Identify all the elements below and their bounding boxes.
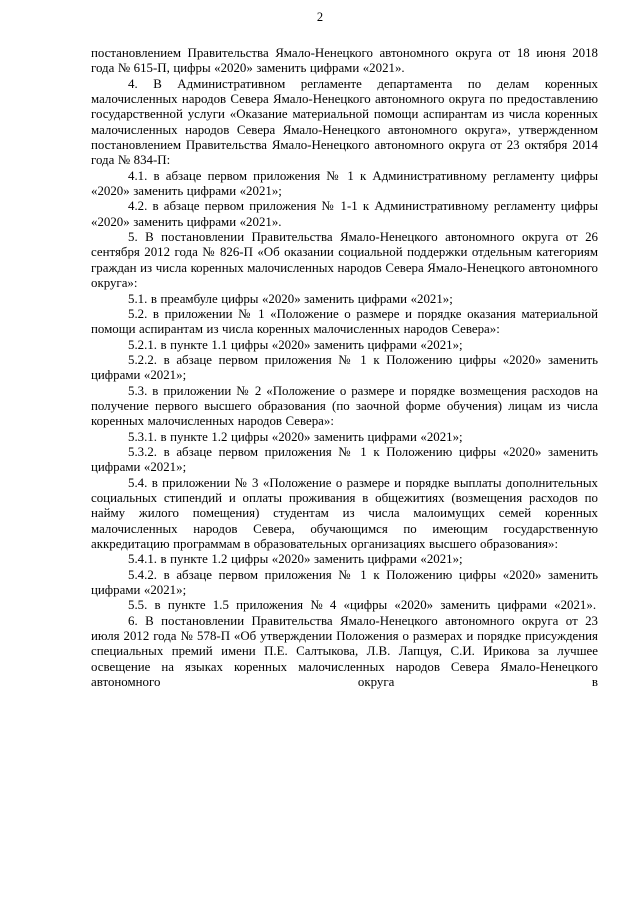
paragraph-item-5-4-1: 5.4.1. в пункте 1.2 цифры «2020» заменить цифрами «2021»; xyxy=(128,552,463,567)
paragraph-item-5-3-2: 5.3.2. в абзаце первом приложения № 1 к Положению цифры «2020» заменить цифрами «2021»; xyxy=(91,444,598,475)
paragraph-item-5-5: 5.5. в пункте 1.5 приложения № 4 «цифры «2020» заменить цифрами «2021». xyxy=(128,598,597,613)
paragraph-item-5-2: 5.2. в приложении № 1 «Положение о размере и порядке оказания материальной помощи аспирантам из числа коренных малочисленных народов Севера»: xyxy=(91,306,598,337)
paragraph-item-5-4: 5.4. в приложении № 3 «Положение о размере и порядке выплаты дополнительных социальных стипендий и оплаты проживания в общежитиях (возмещения расходов по найму жилого помещения) студентам из числа малоимущих семей коренных малочисленных народов Севера, обучающимся по имеющим государственную аккредитацию программам в образовательных организациях высшего образования»: xyxy=(91,475,598,551)
paragraph-item-4-2: 4.2. в абзаце первом приложения № 1-1 к Административному регламенту цифры «2020» заменить цифрами «2021». xyxy=(91,199,598,229)
page-number: 2 xyxy=(316,10,324,24)
paragraph-item-5-3-1: 5.3.1. в пункте 1.2 цифры «2020» заменить цифрами «2021»; xyxy=(128,429,463,444)
paragraph-item-6: 6. В постановлении Правительства Ямало-Ненецкого автономного округа от 23 июля 2012 года № 578-П «Об утверждении Положения о размерах и порядке присуждения специальных премий имени П.Е. Салтыкова, Л.В. Лапцуя, С.И. Ирикова за лучшее освещение на языках коренных малочисленных народов Севера Ямало-Ненецкого автономного округа в xyxy=(91,613,598,690)
document-body xyxy=(91,46,598,690)
paragraph-item-5-4-2: 5.4.2. в абзаце первом приложения № 1 к Положению цифры «2020» заменить цифрами «2021»; xyxy=(91,567,598,598)
paragraph-1: постановлением Правительства Ямало-Ненецкого автономного округа от 18 июня 2018 года № 615-П, цифры «2020» заменить цифрами «2021». xyxy=(91,46,598,76)
paragraph-item-5: 5. В постановлении Правительства Ямало-Ненецкого автономного округа от 26 сентября 2012 года № 826-П «Об оказании социальной поддержки отдельным категориям граждан из числа коренных малочисленных народов Севера Ямало-Ненецкого автономного округа»: xyxy=(91,230,598,291)
paragraph-item-4: 4. В Административном регламенте департамента по делам коренных малочисленных народов Севера Ямало-Ненецкого автономного округа по предоставлению государственной услуги «Оказание материальной помощи аспирантам из числа коренных малочисленных народов Севера Ямало-Ненецкого автономного округа», утвержденном постановлением Правительства Ямало-Ненецкого автономного округа от 23 октября 2014 года № 834-П: xyxy=(91,76,598,168)
paragraph-item-5-3: 5.3. в приложении № 2 «Положение о размере и порядке возмещения расходов на получение первого высшего образования (по заочной форме обучения) лицам из числа коренных малочисленных народов Севера»: xyxy=(91,383,598,429)
paragraph-item-4-1: 4.1. в абзаце первом приложения № 1 к Административному регламенту цифры «2020» заменить цифрами «2021»; xyxy=(91,168,598,199)
paragraph-item-5-1: 5.1. в преамбуле цифры «2020» заменить цифрами «2021»; xyxy=(128,291,453,306)
paragraph-item-5-2-1: 5.2.1. в пункте 1.1 цифры «2020» заменить цифрами «2021»; xyxy=(128,337,463,352)
paragraph-item-5-2-2: 5.2.2. в абзаце первом приложения № 1 к Положению цифры «2020» заменить цифрами «2021»; xyxy=(91,352,598,383)
